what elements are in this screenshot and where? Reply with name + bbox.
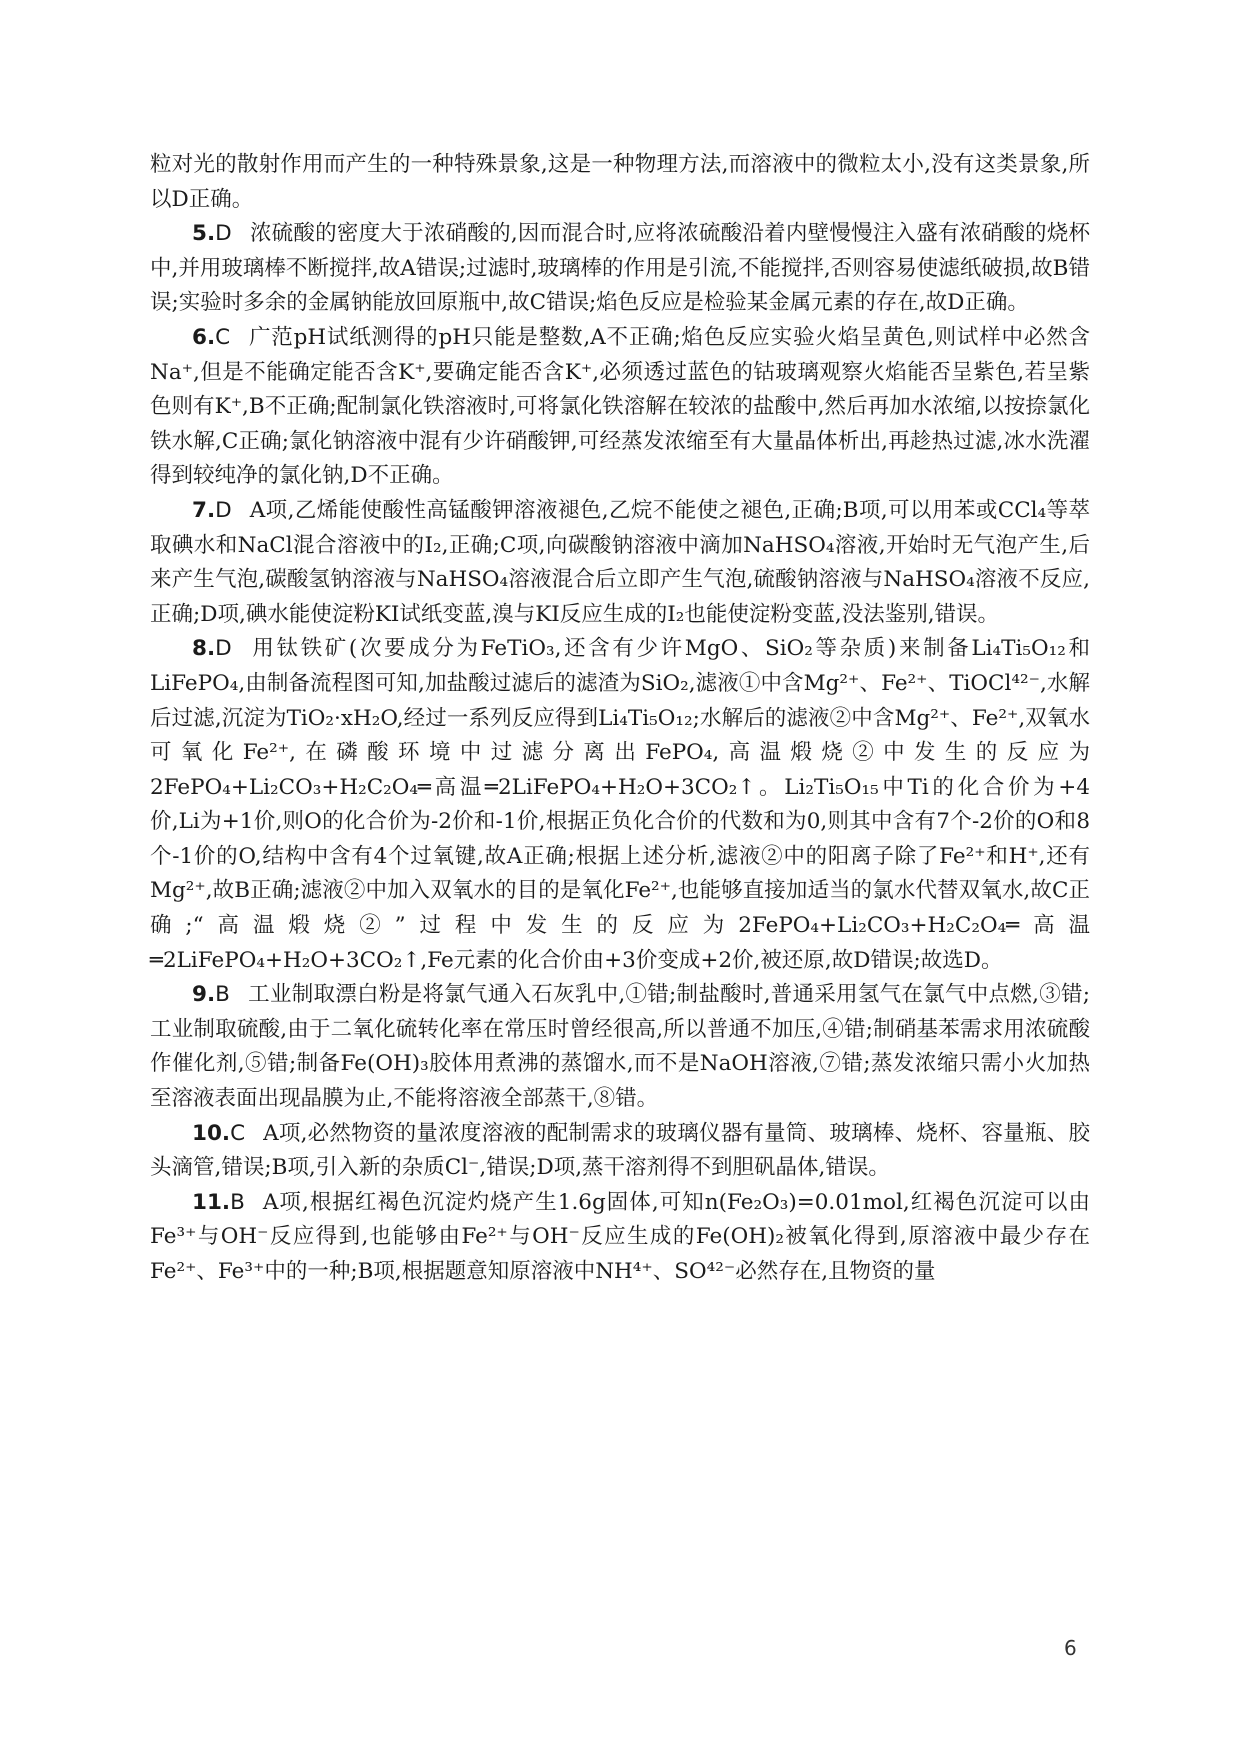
answer-letter: B [215,982,230,1008]
answer-page [150,148,1090,1290]
question-number: 7. [192,497,216,523]
answer-letter: D [215,221,232,247]
answer-letter: D [215,497,232,523]
explanation-text: A项,乙烯能使酸性高锰酸钾溶液褪色,乙烷不能使之褪色,正确;B项,可以用苯或CCl₄等萃取碘水和NaCl混合溶液中的I₂,正确;C项,向碳酸钠溶液中滴加NaHSO₄溶液,开始时无气泡产生,后来产生气泡,碳酸氢钠溶液与NaHSO₄溶液混合后立即产生气泡,硫酸钠溶液与NaHSO₄溶液不反应,正确;D项,碘水能使淀粉KI试纸变蓝,溴与KI反应生成的I₂也能使淀粉变蓝,没法鉴别,错误。 [150,497,1090,627]
question-number: 8. [192,636,216,662]
question-number: 9. [192,982,216,1008]
explanation-text: A项,必然物资的量浓度溶液的配制需求的玻璃仪器有量筒、玻璃棒、烧杯、容量瓶、胶头滴管,错误;B项,引入新的杂质Cl⁻,错误;D项,蒸干溶剂得不到胆矾晶体,错误。 [150,1120,1090,1181]
answer-item-11 [150,1186,1090,1290]
answer-item-5 [150,217,1090,321]
explanation-text: 用钛铁矿(次要成分为FeTiO₃,还含有少许MgO、SiO₂等杂质)来制备Li₄Ti₅O₁₂和LiFePO₄,由制备流程图可知,加盐酸过滤后的滤渣为SiO₂,滤液①中含Mg²⁺、Fe²⁺、TiOCl⁴²⁻,水解后过滤,沉淀为TiO₂·xH₂O,经过一系列反应得到Li₄Ti₅O₁₂;水解后的滤液②中含Mg²⁺、Fe²⁺,双氧水可氧化Fe²⁺,在磷酸环境中过滤分离出FePO₄,高温煅烧②中发生的反应为2FePO₄+Li₂CO₃+H₂C₂O₄═高温═2LiFePO₄+H₂O+3CO₂↑。Li₂Ti₅O₁₅中Ti的化合价为+4价,Li为+1价,则O的化合价为-2价和-1价,根据正负化合价的代数和为0,则其中含有7个-2价的O和8个-1价的O,结构中含有4个过氧键,故A正确;根据上述分析,滤液②中的阳离子除了Fe²⁺和H⁺,还有Mg²⁺,故B正确;滤液②中加入双氧水的目的是氧化Fe²⁺,也能够直接加适当的氯水代替双氧水,故C正确;“高温煅烧②”过程中发生的反应为2FePO₄+Li₂CO₃+H₂C₂O₄═高温═2LiFePO₄+H₂O+3CO₂↑,Fe元素的化合价由+3价变成+2价,被还原,故D错误;故选D。 [150,636,1090,973]
answer-item-9 [150,978,1090,1116]
answer-letter: C [215,324,231,350]
explanation-text: 工业制取漂白粉是将氯气通入石灰乳中,①错;制盐酸时,普通采用氢气在氯气中点燃,③错;工业制取硫酸,由于二氧化硫转化率在常压时曾经很高,所以普通不加压,④错;制硝基苯需求用浓硫酸作催化剂,⑤错;制备Fe(OH)₃胶体用煮沸的蒸馏水,而不是NaOH溶液,⑦错;蒸发浓缩只需小火加热至溶液表面出现晶膜为止,不能将溶液全部蒸干,⑧错。 [150,982,1090,1112]
explanation-text: 广范pH试纸测得的pH只能是整数,A不正确;焰色反应实验火焰呈黄色,则试样中必然含Na⁺,但是不能确定能否含K⁺,要确定能否含K⁺,必须透过蓝色的钴玻璃观察火焰能否呈紫色,若呈紫色则有K⁺,B不正确;配制氯化铁溶液时,可将氯化铁溶解在较浓的盐酸中,然后再加水浓缩,以按捺氯化铁水解,C正确;氯化钠溶液中混有少许硝酸钾,可经蒸发浓缩至有大量晶体析出,再趁热过滤,冰水洗濯得到较纯净的氯化钠,D不正确。 [150,324,1090,489]
question-number: 6. [192,324,216,350]
question-number: 11. [192,1189,231,1215]
answer-letter: B [230,1189,245,1215]
paragraph-continuation [150,148,1090,217]
answer-item-8 [150,632,1090,978]
question-number: 5. [192,221,216,247]
explanation-text: 浓硫酸的密度大于浓硝酸的,因而混合时,应将浓硫酸沿着内壁慢慢注入盛有浓硝酸的烧杯中,并用玻璃棒不断搅拌,故A错误;过滤时,玻璃棒的作用是引流,不能搅拌,否则容易使滤纸破损,故B错误;实验时多余的金属钠能放回原瓶中,故C错误;焰色反应是检验某金属元素的存在,故D正确。 [150,221,1090,316]
answer-letter: D [215,636,232,662]
answer-letter: C [230,1120,246,1146]
explanation-text: A项,根据红褐色沉淀灼烧产生1.6g固体,可知n(Fe₂O₃)=0.01mol,红褐色沉淀可以由Fe³⁺与OH⁻反应得到,也能够由Fe²⁺与OH⁻反应生成的Fe(OH)₂被氧化得到,原溶液中最少存在Fe²⁺、Fe³⁺中的一种;B项,根据题意知原溶液中NH⁴⁺、SO⁴²⁻必然存在,且物资的量 [150,1189,1090,1284]
answer-item-6 [150,321,1090,494]
answer-item-7 [150,494,1090,632]
question-number: 10. [192,1120,231,1146]
paragraph-text: 粒对光的散射作用而产生的一种特殊景象,这是一种物理方法,而溶液中的微粒太小,没有这类景象,所以D正确。 [150,152,1090,212]
answer-item-10 [150,1117,1090,1186]
page-number: 6 [1064,1636,1077,1660]
